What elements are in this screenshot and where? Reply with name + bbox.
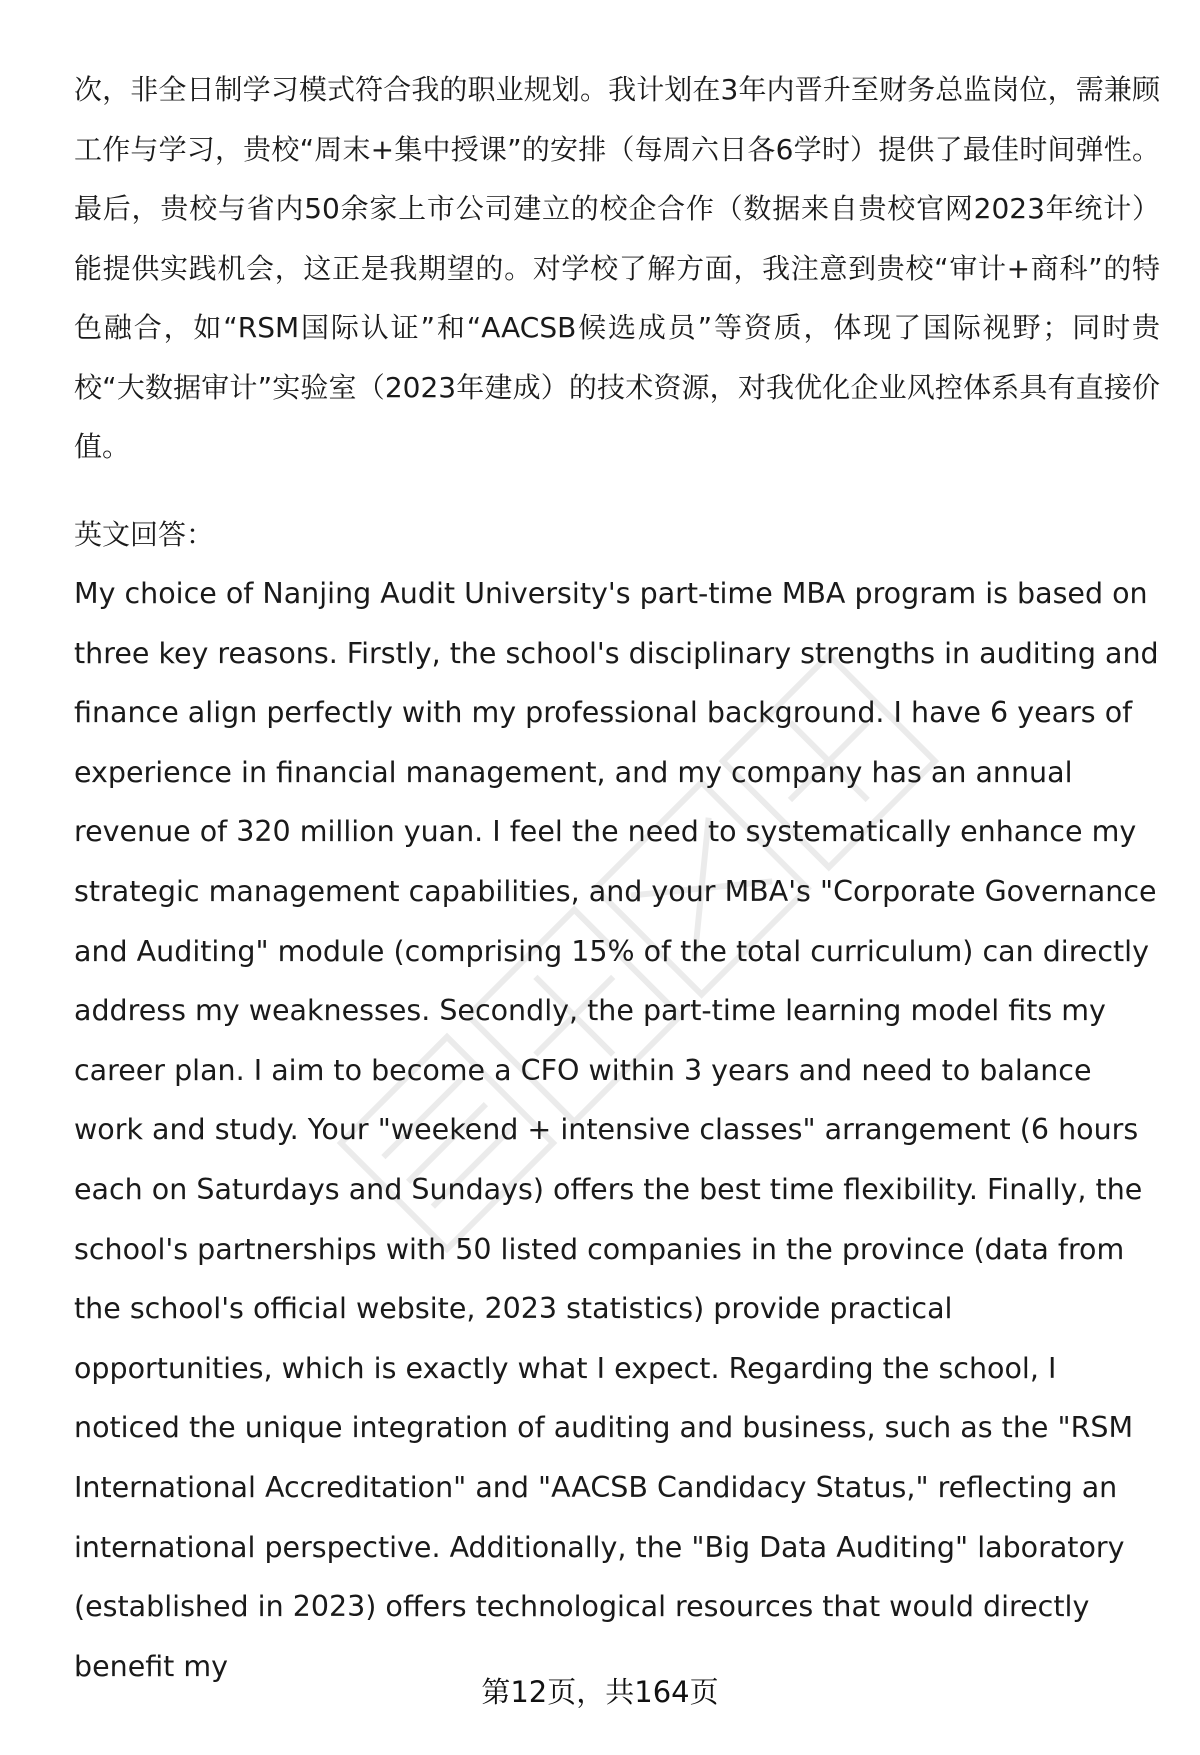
page-number-footer: 第12页，共164页 xyxy=(481,1675,719,1709)
chinese-answer-paragraph: 次，非全日制学习模式符合我的职业规划。我计划在3年内晋升至财务总监岗位，需兼顾工作与学习，贵校“周末+集中授课”的安排（每周六日各6学时）提供了最佳时间弹性。最后，贵校与省内50余家上市公司建立的校企合作（数据来自贵校官网2023年统计）能提供实践机会，这正是我期望的。对学校了解方面，我注意到贵校“审计+商科”的特色融合，如“RSM国际认证”和“AACSB候选成员”等资质，体现了国际视野；同时贵校“大数据审计”实验室（2023年建成）的技术资源，对我优化企业风控体系具有直接价值。 xyxy=(74,73,1160,463)
english-answer-label: 英文回答： xyxy=(74,517,215,551)
english-answer-paragraph: My choice of Nanjing Audit University's part-time MBA program is based on three key reasons. Firstly, the school's disciplinary strengths in auditing and finance align perfectly with my professional background. I have 6 years of experience in financial management, and my company has an annual revenue of 320 million yuan. I feel the need to systematically enhance my strategic management capabilities, and your MBA's "Corporate Governance and Auditing" module (comprising 15% of the total curriculum) can directly address my weaknesses. Secondly, the part-time learning model fits my career plan. I aim to become a CFO within 3 years and need to balance work and study. Your "weekend + intensive classes" arrangement (6 hours each on Saturdays and Sundays) offers the best time flexibility. Finally, the school's partnerships with 50 listed companies in the province (data from the school's official website, 2023 statistics) provide practical opportunities, which is exactly what I expect. Regarding the school, I noticed the unique integration of auditing and business, such as the "RSM International Accreditation" and "AACSB Candidacy Status," reflecting an international perspective. Additionally, the "Big Data Auditing" laboratory (established in 2023) offers technological resources that would directly benefit my xyxy=(74,577,1159,1683)
document-body xyxy=(74,60,1160,1696)
